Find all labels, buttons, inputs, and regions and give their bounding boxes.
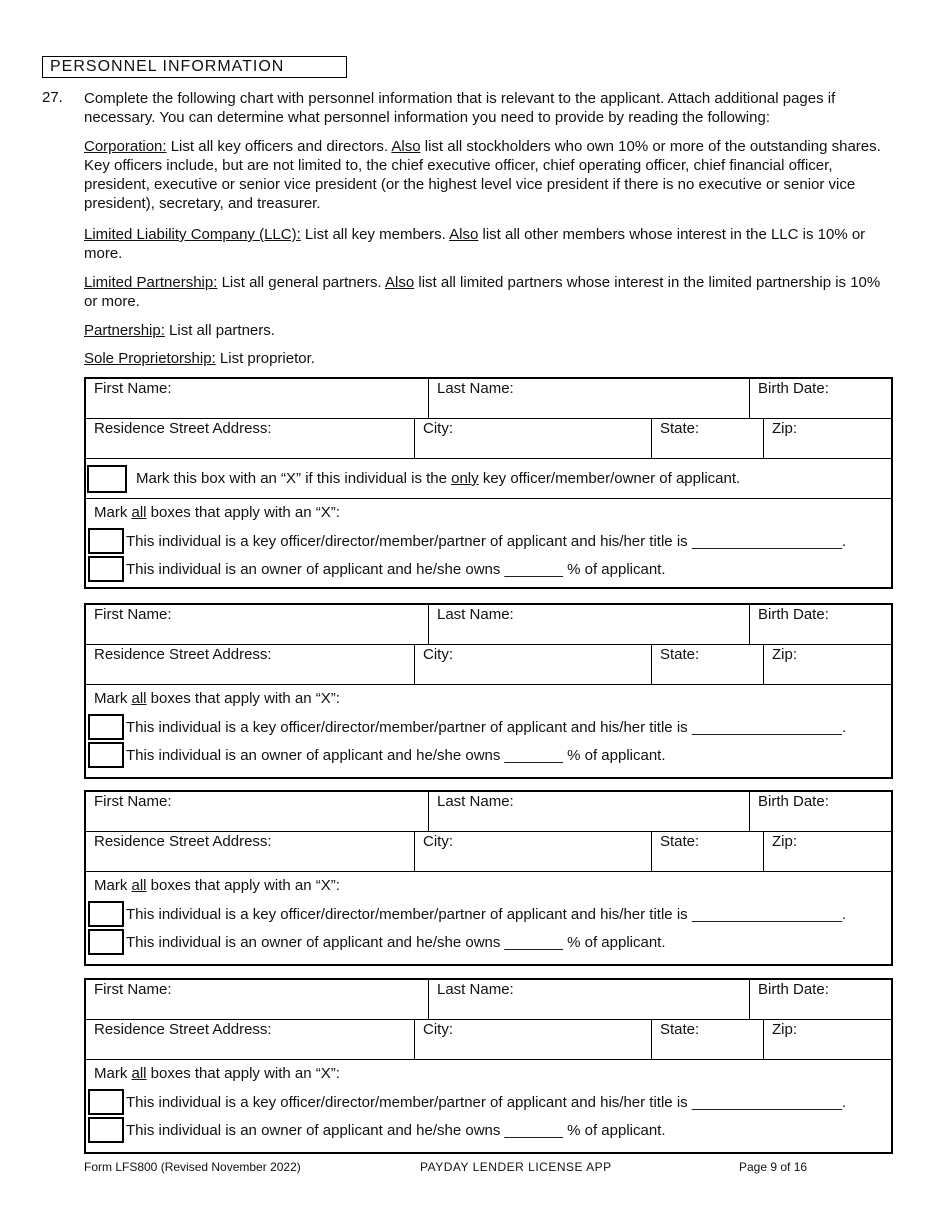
- city-field[interactable]: City:: [415, 1020, 652, 1059]
- sole-label: Sole Proprietorship:: [84, 350, 216, 367]
- last-name-field[interactable]: Last Name:: [429, 379, 750, 418]
- lp-label: Limited Partnership:: [84, 274, 218, 291]
- birth-date-field[interactable]: Birth Date:: [758, 380, 829, 397]
- address-field[interactable]: Residence Street Address:: [86, 832, 415, 871]
- first-name-field[interactable]: First Name:: [86, 605, 429, 644]
- mark-all-word: all: [131, 877, 147, 894]
- mark-all-word: all: [131, 504, 147, 521]
- partnership-label: Partnership:: [84, 322, 165, 339]
- question-number: 27.: [42, 89, 63, 106]
- key-officer-label: This individual is a key officer/director/member/partner of applicant and his/her title is __________________.: [126, 532, 847, 550]
- lp-paragraph: [84, 273, 896, 311]
- corporation-text-a: List all key officers and directors.: [166, 138, 392, 155]
- mark-post: boxes that apply with an “X”:: [146, 504, 340, 521]
- state-field[interactable]: State:: [652, 1020, 764, 1059]
- also-word: Also: [391, 138, 421, 155]
- only-post-text: key officer/member/owner of applicant.: [478, 470, 741, 487]
- footer-center: PAYDAY LENDER LICENSE APP: [420, 1160, 612, 1174]
- mark-pre: Mark: [94, 504, 132, 521]
- key-officer-checkbox[interactable]: [88, 528, 124, 554]
- llc-text-a: List all key members.: [300, 226, 450, 243]
- birth-date-field[interactable]: Birth Date:: [758, 793, 829, 810]
- question-intro: Complete the following chart with personnel information that is relevant to the applicant. Attach additional pages if necessary. You can determine what personnel information you need to provide by reading the following:: [84, 90, 836, 126]
- person-block-2: [84, 603, 893, 779]
- first-name-field[interactable]: First Name:: [86, 980, 429, 1019]
- sole-paragraph: [84, 349, 896, 368]
- state-field[interactable]: State:: [652, 645, 764, 684]
- owner-checkbox[interactable]: [88, 1117, 124, 1143]
- city-field[interactable]: City:: [415, 419, 652, 458]
- state-field[interactable]: State:: [652, 419, 764, 458]
- mark-all-instruction: [86, 1064, 891, 1088]
- last-name-field[interactable]: Last Name:: [429, 605, 750, 644]
- last-name-field[interactable]: Last Name:: [429, 792, 750, 831]
- key-officer-label: This individual is a key officer/director/member/partner of applicant and his/her title is __________________.: [126, 718, 847, 736]
- mark-all-instruction: [86, 689, 891, 713]
- mark-post: boxes that apply with an “X”:: [146, 877, 340, 894]
- only-pre-text: Mark this box with an “X” if this individual is the: [136, 470, 452, 487]
- owner-label: This individual is an owner of applicant and he/she owns _______ % of applicant.: [126, 746, 666, 764]
- also-word: Also: [449, 226, 479, 243]
- also-word: Also: [385, 274, 415, 291]
- key-officer-checkbox[interactable]: [88, 1089, 124, 1115]
- person-block-3: [84, 790, 893, 966]
- lp-text-a: List all general partners.: [217, 274, 385, 291]
- partnership-paragraph: [84, 321, 896, 340]
- first-name-field[interactable]: First Name:: [86, 379, 429, 418]
- corporation-text-b: list all stockholders who own 10% or more of the outstanding shares. Key officers include, but are not limited to, the chief executive officer, chief operating officer, chief financial officer, president, executive or senior vice president (or the highest level vice president if there is no executive or senior vice president), secretary, and treasurer.: [84, 138, 881, 212]
- corporation-paragraph: [84, 137, 896, 213]
- zip-field[interactable]: Zip:: [772, 646, 798, 663]
- owner-label: This individual is an owner of applicant and he/she owns _______ % of applicant.: [126, 560, 666, 578]
- person-block-1: [84, 377, 893, 589]
- llc-paragraph: [84, 225, 896, 263]
- mark-pre: Mark: [94, 1065, 132, 1082]
- section-title: PERSONNEL INFORMATION: [42, 56, 347, 78]
- lp-text-b: list all limited partners whose interest in the limited partnership is 10% or more.: [84, 274, 881, 310]
- owner-label: This individual is an owner of applicant and he/she owns _______ % of applicant.: [126, 933, 666, 951]
- partnership-text: List all partners.: [164, 322, 275, 339]
- city-field[interactable]: City:: [415, 645, 652, 684]
- person-block-4: [84, 978, 893, 1154]
- mark-post: boxes that apply with an “X”:: [146, 690, 340, 707]
- state-field[interactable]: State:: [652, 832, 764, 871]
- address-field[interactable]: Residence Street Address:: [86, 645, 415, 684]
- mark-post: boxes that apply with an “X”:: [146, 1065, 340, 1082]
- first-name-field[interactable]: First Name:: [86, 792, 429, 831]
- zip-field[interactable]: Zip:: [772, 833, 798, 850]
- key-officer-checkbox[interactable]: [88, 714, 124, 740]
- zip-field[interactable]: Zip:: [772, 1021, 798, 1038]
- key-officer-label: This individual is a key officer/director/member/partner of applicant and his/her title is __________________.: [126, 1093, 847, 1111]
- key-officer-checkbox[interactable]: [88, 901, 124, 927]
- only-owner-label: [127, 470, 740, 487]
- owner-label: This individual is an owner of applicant and he/she owns _______ % of applicant.: [126, 1121, 666, 1139]
- last-name-field[interactable]: Last Name:: [429, 980, 750, 1019]
- owner-checkbox[interactable]: [88, 556, 124, 582]
- only-word: only: [451, 470, 479, 487]
- llc-label: Limited Liability Company (LLC):: [84, 226, 301, 243]
- mark-pre: Mark: [94, 690, 132, 707]
- llc-text-b: list all other members whose interest in the LLC is 10% or more.: [84, 226, 866, 262]
- mark-pre: Mark: [94, 877, 132, 894]
- birth-date-field[interactable]: Birth Date:: [758, 981, 829, 998]
- mark-all-word: all: [131, 690, 147, 707]
- key-officer-label: This individual is a key officer/director/member/partner of applicant and his/her title is __________________.: [126, 905, 847, 923]
- only-owner-row: [86, 459, 891, 499]
- mark-all-word: all: [131, 1065, 147, 1082]
- mark-all-instruction: [86, 503, 891, 527]
- footer-form-id: Form LFS800 (Revised November 2022): [84, 1160, 301, 1174]
- mark-all-instruction: [86, 876, 891, 900]
- city-field[interactable]: City:: [415, 832, 652, 871]
- zip-field[interactable]: Zip:: [772, 420, 798, 437]
- owner-checkbox[interactable]: [88, 929, 124, 955]
- address-field[interactable]: Residence Street Address:: [86, 1020, 415, 1059]
- owner-checkbox[interactable]: [88, 742, 124, 768]
- birth-date-field[interactable]: Birth Date:: [758, 606, 829, 623]
- footer-page-number: Page 9 of 16: [739, 1160, 808, 1174]
- corporation-label: Corporation:: [84, 138, 167, 155]
- sole-text: List proprietor.: [215, 350, 315, 367]
- only-owner-checkbox[interactable]: [87, 465, 127, 493]
- address-field[interactable]: Residence Street Address:: [86, 419, 415, 458]
